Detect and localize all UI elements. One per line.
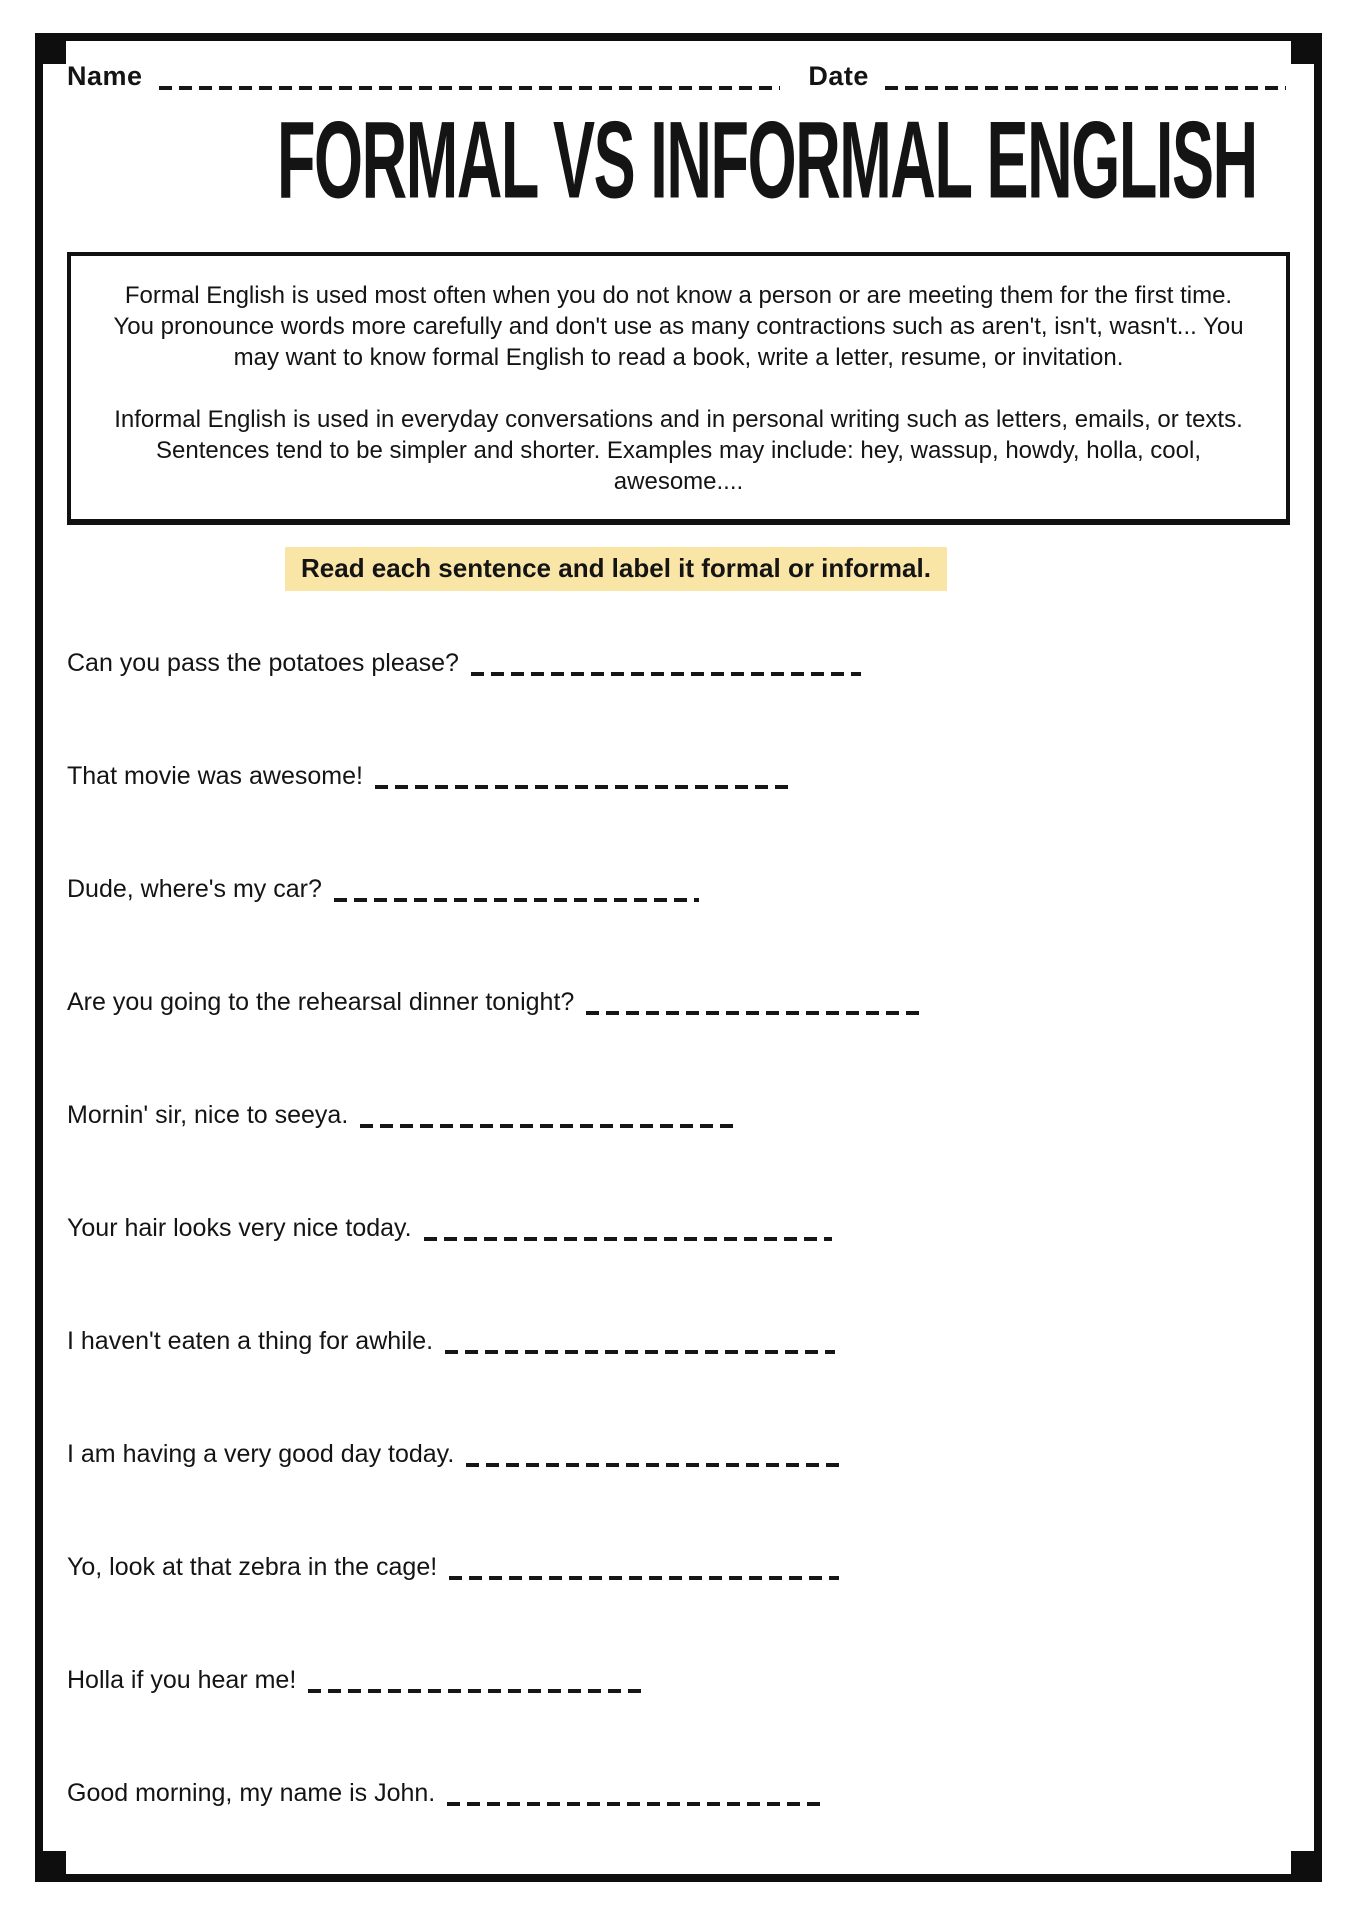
intro-paragraph-formal: Formal English is used most often when you do not know a person or are meeting them for the first time. You pronounce words more carefully and don't use as many contractions such as aren't, isn't, wasn't... You may want to know formal English to read a book, write a letter, resume, or invitation. [113,282,1244,372]
sentence-text: Your hair looks very nice today. [67,1214,412,1243]
answer-blank[interactable] [449,1576,839,1580]
name-label: Name [67,61,143,91]
answer-blank[interactable] [424,1237,832,1241]
sentence-row [67,1440,1290,1469]
sentence-text: I am having a very good day today. [67,1440,455,1469]
instruction-text: Read each sentence and label it formal or informal. [285,547,947,591]
date-input-line[interactable] [885,86,1286,90]
name-date-header [67,61,1290,92]
intro-paragraph-informal: Informal English is used in everyday conversations and in personal writing such as letters, emails, or texts. Sentences tend to be simpler and shorter. Examples may include: hey, wassup, howdy, holla, cool, awesome.... [114,405,1243,495]
sentence-text: Mornin' sir, nice to seeya. [67,1101,349,1130]
page-title: FORMAL VS INFORMAL ENGLISH [276,99,1257,222]
answer-blank[interactable] [471,672,861,676]
sentence-row [67,875,1290,904]
sentence-list [67,649,1290,1808]
intro-box [67,252,1290,523]
title-wrap [67,99,1290,222]
sentence-row [67,762,1290,791]
instruction-row [67,547,1290,591]
sentence-row [67,1101,1290,1130]
answer-blank[interactable] [586,1011,921,1015]
answer-blank[interactable] [447,1802,822,1806]
sentence-row [67,1214,1290,1243]
sentence-text: That movie was awesome! [67,762,363,791]
sentence-text: Good morning, my name is John. [67,1779,436,1808]
sentence-row [67,1553,1290,1582]
answer-blank[interactable] [445,1350,835,1354]
sentence-text: Dude, where's my car? [67,875,322,904]
sentence-row [67,1327,1290,1356]
answer-blank[interactable] [375,785,795,789]
sentence-text: I haven't eaten a thing for awhile. [67,1327,434,1356]
sentence-row [67,1666,1290,1695]
answer-blank[interactable] [360,1124,740,1128]
page-content [43,41,1314,1874]
sentence-text: Are you going to the rehearsal dinner tonight? [67,988,575,1017]
answer-blank[interactable] [334,898,699,902]
page-border-frame [35,33,1322,1882]
date-label: Date [808,61,869,91]
sentence-row [67,1779,1290,1808]
sentence-text: Can you pass the potatoes please? [67,649,459,678]
answer-blank[interactable] [466,1463,841,1467]
name-input-line[interactable] [159,86,781,90]
answer-blank[interactable] [308,1689,643,1693]
sentence-row [67,649,1290,678]
sentence-text: Yo, look at that zebra in the cage! [67,1553,438,1582]
sentence-text: Holla if you hear me! [67,1666,297,1695]
sentence-row [67,988,1290,1017]
